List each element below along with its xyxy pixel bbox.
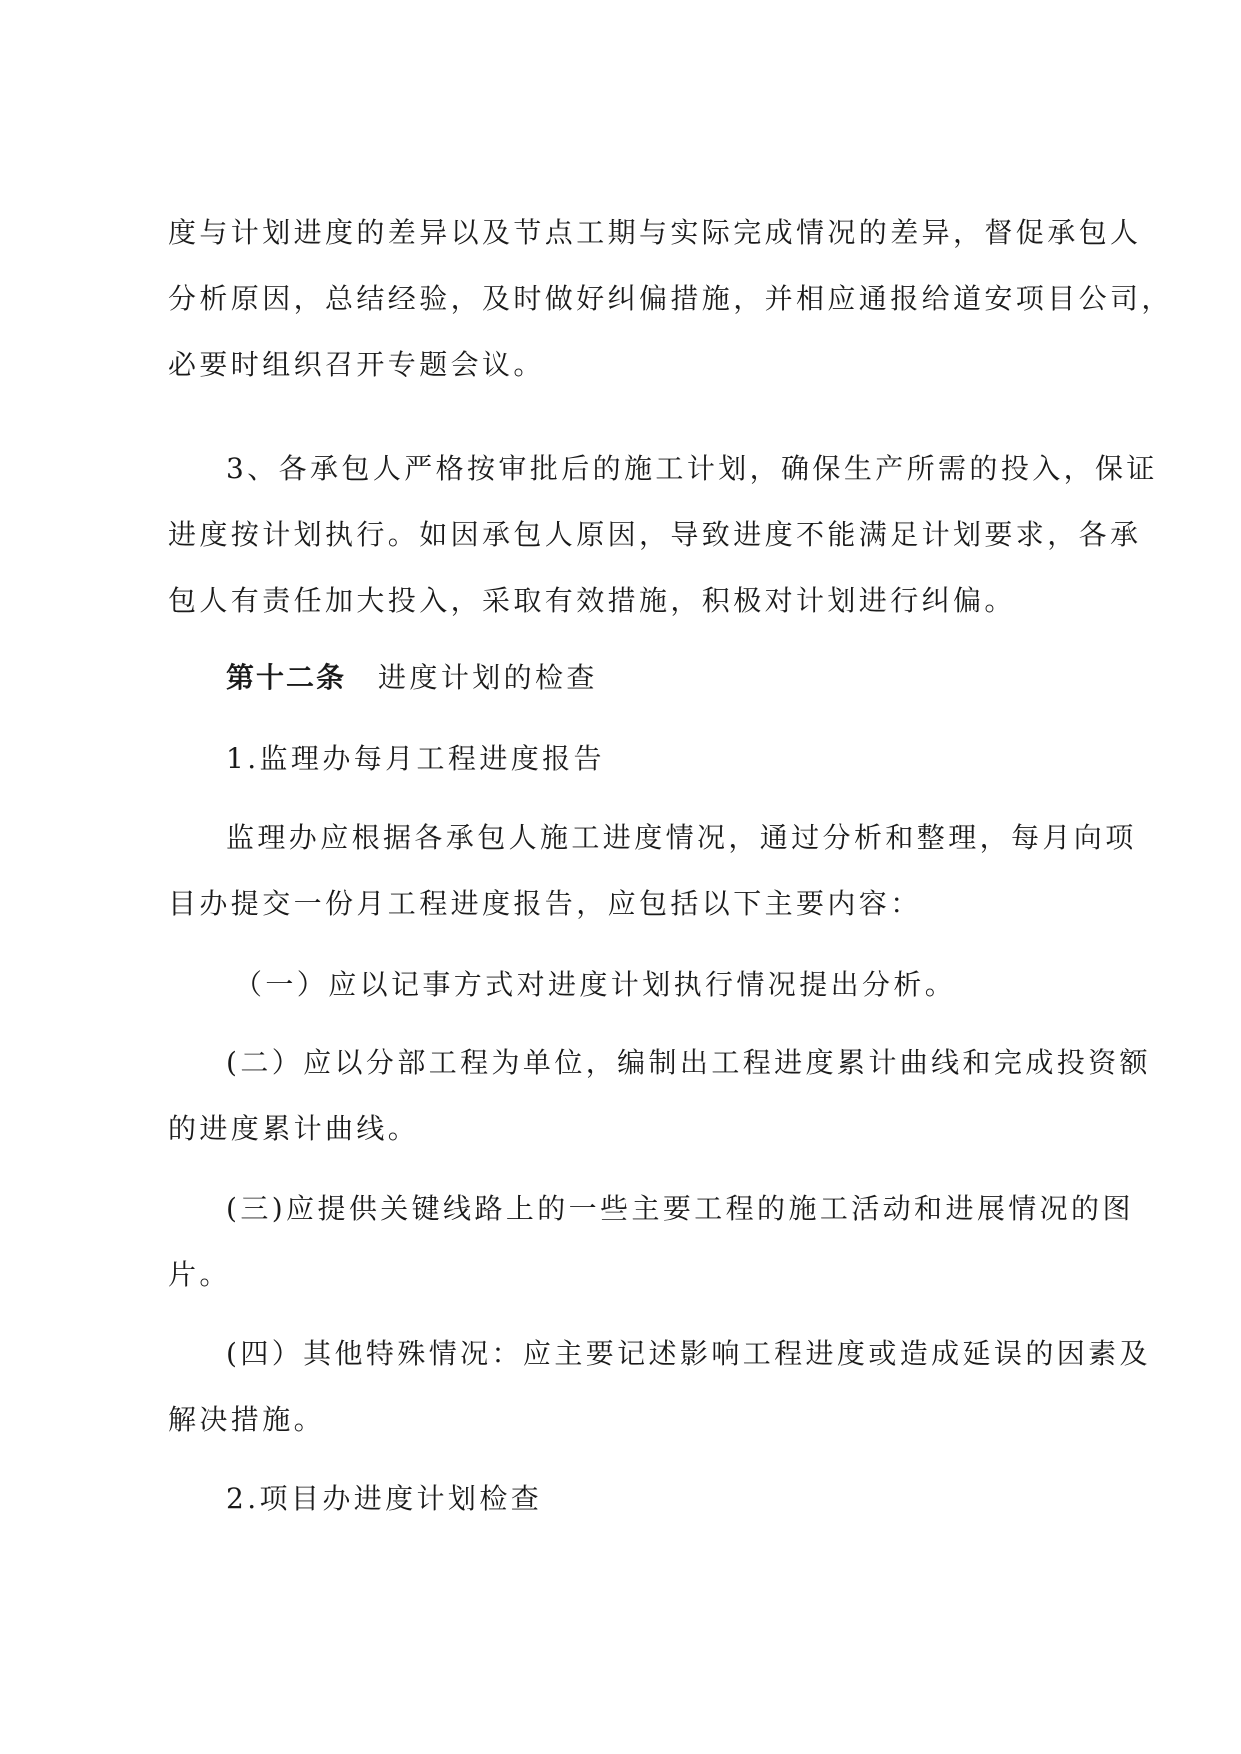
section-heading: 2.项目办进度计划检查 bbox=[226, 1482, 543, 1515]
list-item-continuation: 的进度累计曲线。 bbox=[168, 1112, 420, 1145]
list-item: (四）其他特殊情况：应主要记述影响工程进度或造成延误的因素及 bbox=[226, 1337, 1151, 1370]
paragraph-line: 目办提交一份月工程进度报告，应包括以下主要内容： bbox=[168, 887, 922, 920]
list-item: (二）应以分部工程为单位，编制出工程进度累计曲线和完成投资额 bbox=[226, 1046, 1151, 1079]
paragraph-line: 进度按计划执行。如因承包人原因，导致进度不能满足计划要求，各承 bbox=[168, 518, 1142, 551]
article-number: 第十二条 bbox=[226, 661, 347, 694]
section-heading: 1.监理办每月工程进度报告 bbox=[226, 742, 605, 775]
article-title: 进度计划的检查 bbox=[378, 661, 598, 694]
list-item-continuation: 解决措施。 bbox=[168, 1403, 326, 1436]
paragraph-line: 3、各承包人严格按审批后的施工计划，确保生产所需的投入，保证 bbox=[226, 452, 1158, 485]
paragraph-line: 度与计划进度的差异以及节点工期与实际完成情况的差异，督促承包人 bbox=[168, 216, 1142, 249]
paragraph-line: 监理办应根据各承包人施工进度情况，通过分析和整理，每月向项 bbox=[226, 821, 1137, 854]
list-item: （一）应以记事方式对进度计划执行情况提出分析。 bbox=[234, 968, 957, 1001]
paragraph-line: 包人有责任加大投入，采取有效措施，积极对计划进行纠偏。 bbox=[168, 584, 1016, 617]
list-item-continuation: 片。 bbox=[168, 1258, 231, 1291]
list-item: (三)应提供关键线路上的一些主要工程的施工活动和进展情况的图 bbox=[226, 1192, 1134, 1225]
paragraph-line: 分析原因，总结经验，及时做好纠偏措施，并相应通报给道安项目公司， bbox=[168, 282, 1173, 315]
article-heading bbox=[226, 658, 1088, 698]
paragraph-line: 必要时组织召开专题会议。 bbox=[168, 348, 545, 381]
